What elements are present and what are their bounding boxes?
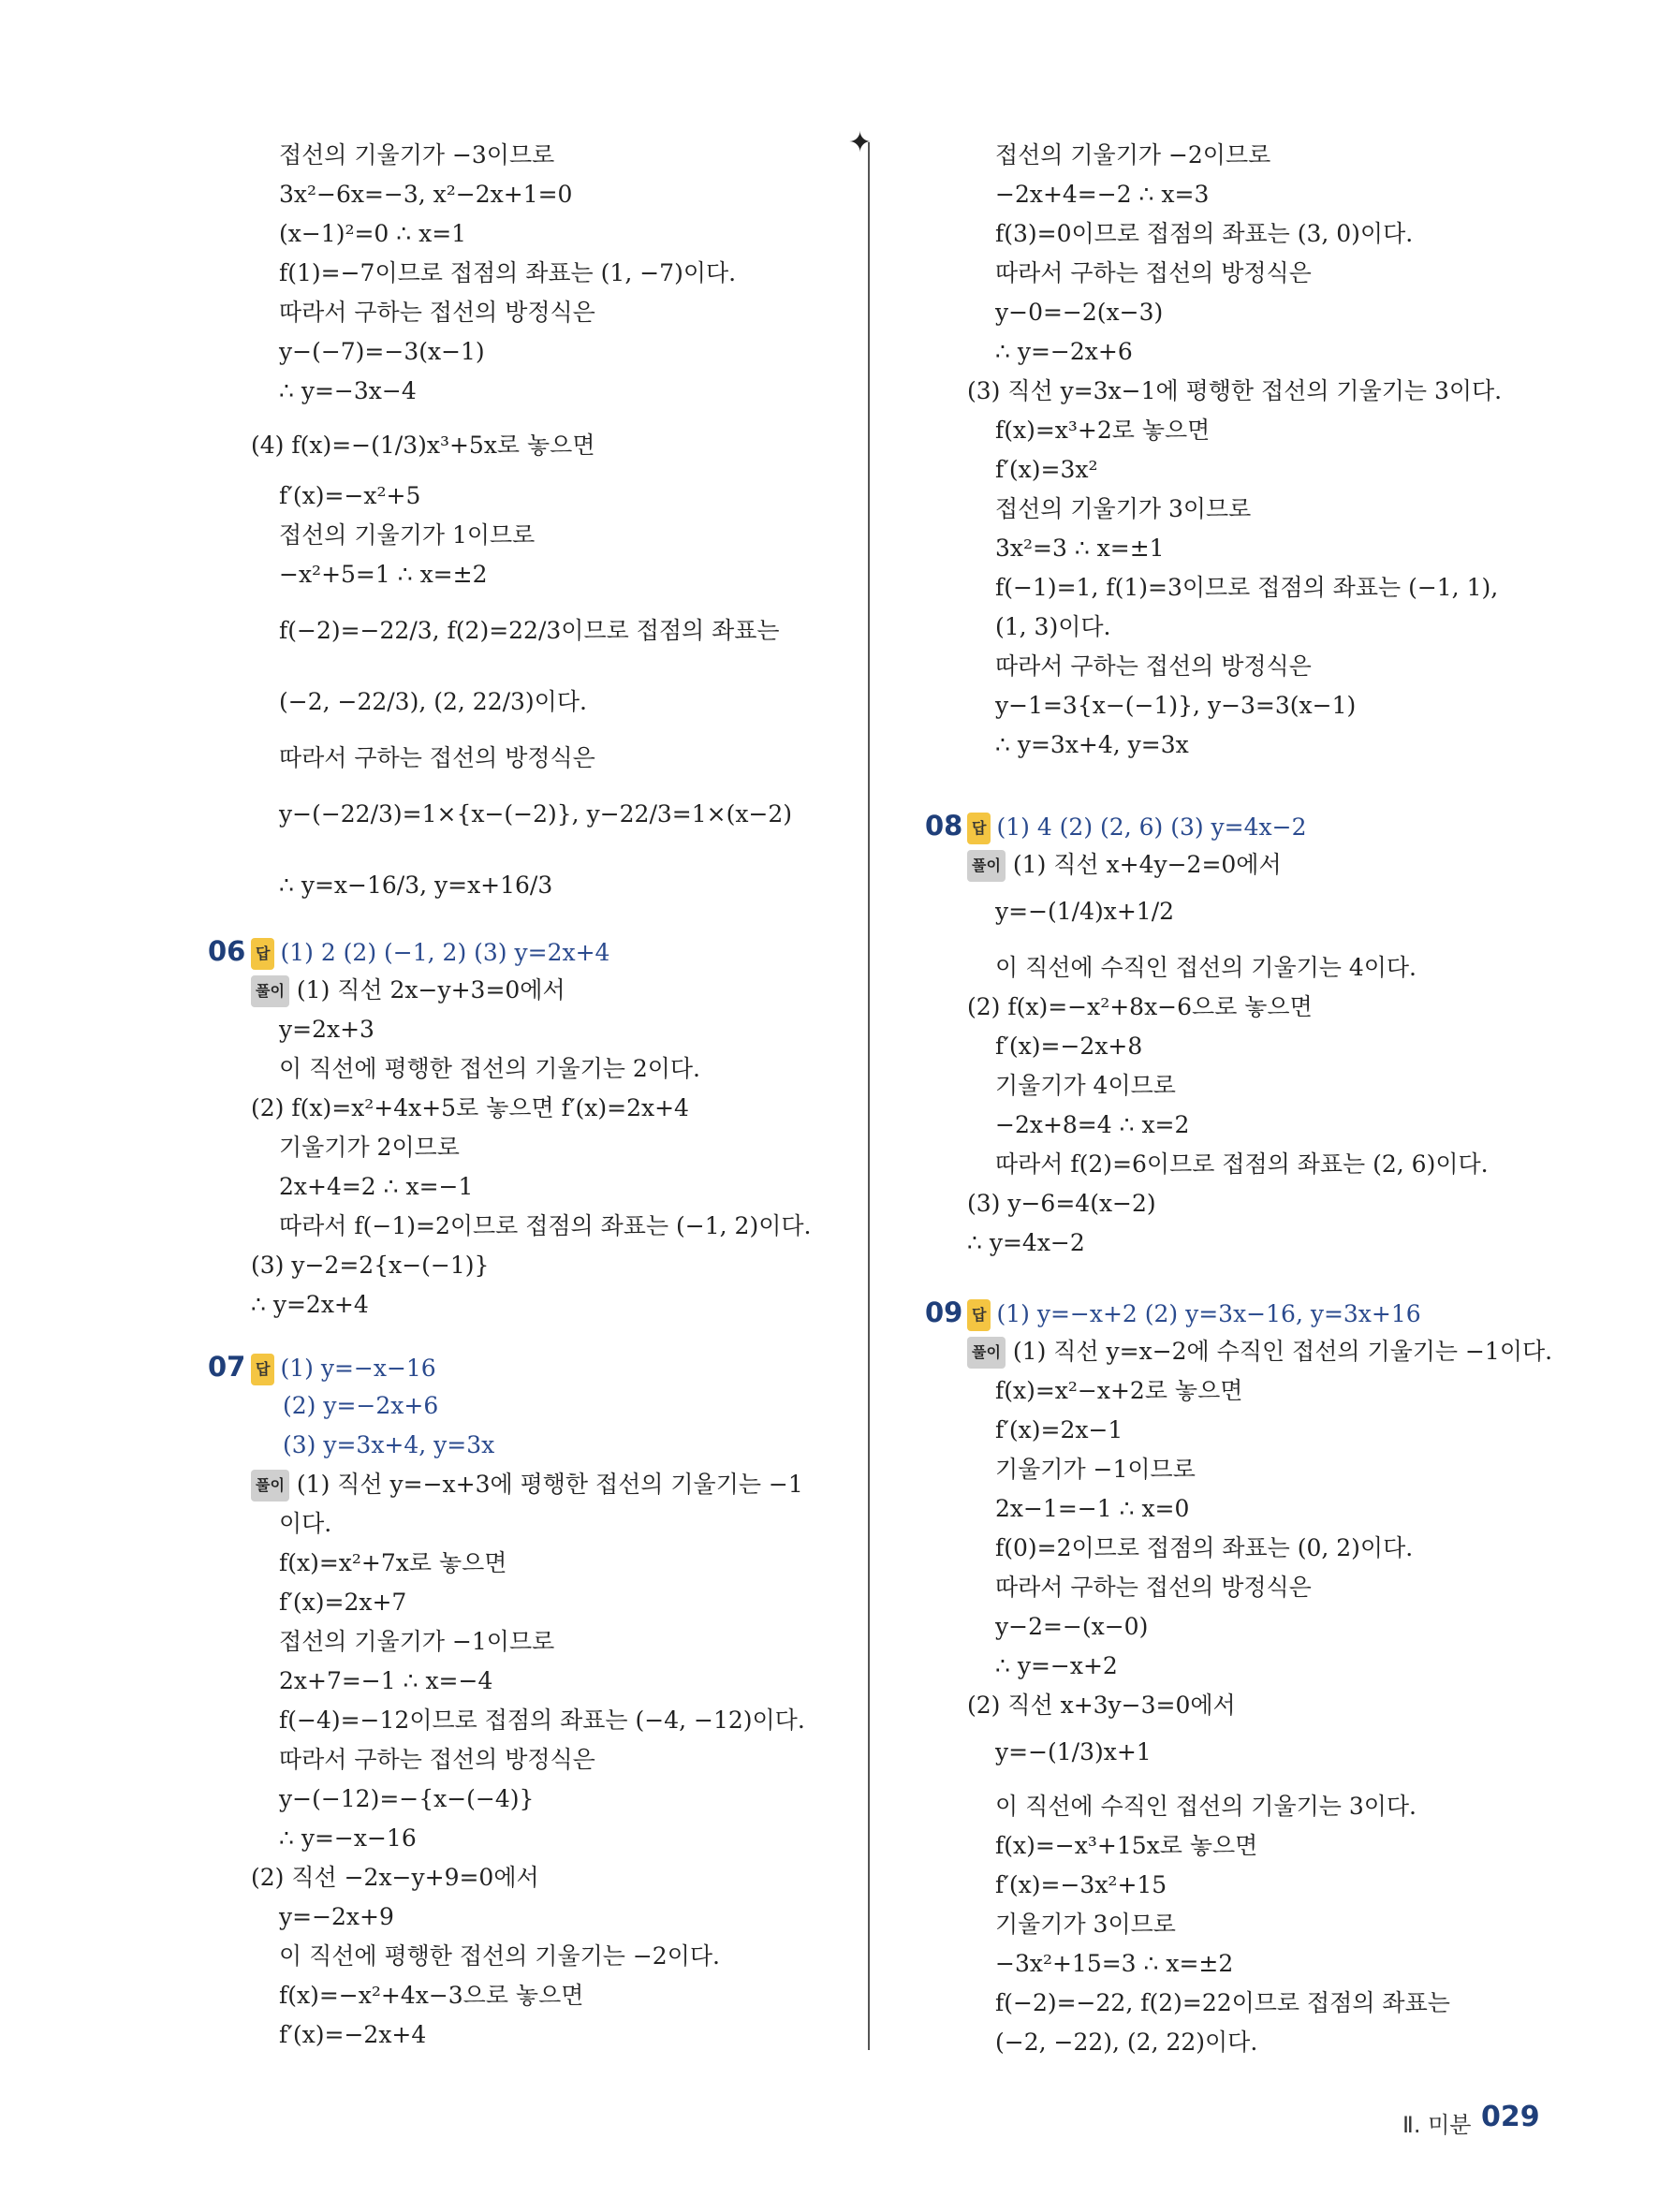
text-line: 따라서 f(−1)=2이므로 접점의 좌표는 (−1, 2)이다. bbox=[279, 1212, 812, 1239]
text-line: f(1)=−7이므로 접점의 좌표는 (1, −7)이다. bbox=[279, 259, 737, 286]
footer-section-title: Ⅱ. 미분 bbox=[1402, 2112, 1472, 2138]
text-line: y−(−7)=−3(x−1) bbox=[279, 338, 485, 365]
answer-badge: 답 bbox=[251, 938, 274, 970]
text-line: 접선의 기울기가 1이므로 bbox=[279, 521, 536, 549]
text-line: (4) f(x)=−(1/3)x³+5x로 놓으면 bbox=[251, 432, 595, 459]
solution-line bbox=[967, 1337, 1552, 1369]
text-line: 접선의 기울기가 3이므로 bbox=[995, 495, 1252, 522]
answer-line bbox=[967, 813, 1307, 844]
text-line: (3) 직선 y=3x−1에 평행한 접선의 기울기는 3이다. bbox=[967, 377, 1503, 404]
answer-badge: 답 bbox=[251, 1354, 274, 1385]
text-line: (1) 직선 y=x−2에 수직인 접선의 기울기는 −1이다. bbox=[1012, 1338, 1553, 1365]
text-line: 접선의 기울기가 −1이므로 bbox=[279, 1628, 555, 1655]
text-line: f′(x)=−x²+5 bbox=[279, 482, 421, 509]
text-line: f(−4)=−12이므로 접점의 좌표는 (−4, −12)이다. bbox=[279, 1707, 805, 1734]
text-line: 이 직선에 평행한 접선의 기울기는 −2이다. bbox=[279, 1942, 720, 1970]
text-line: (2) 직선 −2x−y+9=0에서 bbox=[251, 1864, 539, 1891]
text-line: ∴ y=2x+4 bbox=[251, 1291, 369, 1318]
text-line: 따라서 f(2)=6이므로 접점의 좌표는 (2, 6)이다. bbox=[995, 1150, 1489, 1178]
text-line: 3x²=3 ∴ x=±1 bbox=[995, 535, 1165, 562]
text-line: 따라서 구하는 접선의 방정식은 bbox=[279, 1746, 595, 1773]
text-line: 접선의 기울기가 −2이므로 bbox=[995, 141, 1271, 168]
text-line: −3x²+15=3 ∴ x=±2 bbox=[995, 1950, 1234, 1977]
answer-line bbox=[967, 1299, 1421, 1331]
text-line: y=−(1/4)x+1/2 bbox=[995, 898, 1175, 925]
answer-text: (2) y=−2x+6 bbox=[283, 1392, 439, 1419]
divider-ornament-icon: ✦ bbox=[848, 126, 873, 159]
text-line: ∴ y=3x+4, y=3x bbox=[995, 731, 1189, 758]
answer-line bbox=[251, 938, 609, 970]
answer-text: (1) 2 (2) (−1, 2) (3) y=2x+4 bbox=[280, 939, 610, 966]
answer-text: (1) 4 (2) (2, 6) (3) y=4x−2 bbox=[996, 813, 1307, 841]
text-line: f(x)=−x³+15x로 놓으면 bbox=[995, 1832, 1258, 1859]
answer-line bbox=[251, 1354, 436, 1385]
text-line: −x²+5=1 ∴ x=±2 bbox=[279, 561, 488, 588]
question-number: 08 bbox=[925, 810, 963, 842]
question-number: 07 bbox=[208, 1351, 246, 1383]
text-line: y=−2x+9 bbox=[279, 1903, 394, 1930]
text-line: f′(x)=3x² bbox=[995, 456, 1098, 483]
text-line: −2x+8=4 ∴ x=2 bbox=[995, 1111, 1190, 1138]
text-line: f(x)=x³+2로 놓으면 bbox=[995, 417, 1211, 444]
answer-badge: 답 bbox=[967, 813, 991, 844]
text-line: (3) y−6=4(x−2) bbox=[967, 1190, 1156, 1217]
text-line: f(3)=0이므로 접점의 좌표는 (3, 0)이다. bbox=[995, 220, 1414, 247]
text-line: (2) 직선 x+3y−3=0에서 bbox=[967, 1692, 1236, 1719]
text-line: (1, 3)이다. bbox=[995, 613, 1111, 640]
text-line: (1) 직선 2x−y+3=0에서 bbox=[296, 976, 565, 1003]
text-line: 2x−1=−1 ∴ x=0 bbox=[995, 1495, 1190, 1522]
text-line: ∴ y=−2x+6 bbox=[995, 338, 1133, 365]
text-line: ∴ y=−x−16 bbox=[279, 1824, 417, 1852]
text-line: 기울기가 3이므로 bbox=[995, 1911, 1176, 1938]
answer-badge: 답 bbox=[967, 1299, 991, 1331]
text-line: y−(−12)=−{x−(−4)} bbox=[279, 1785, 535, 1812]
text-line: 3x²−6x=−3, x²−2x+1=0 bbox=[279, 181, 573, 208]
answer-text: (3) y=3x+4, y=3x bbox=[283, 1431, 495, 1458]
text-line: (x−1)²=0 ∴ x=1 bbox=[279, 220, 467, 247]
text-line: y−2=−(x−0) bbox=[995, 1613, 1149, 1640]
text-line: f′(x)=−2x+8 bbox=[995, 1033, 1143, 1060]
text-line: y−1=3{x−(−1)}, y−3=3(x−1) bbox=[995, 692, 1357, 719]
text-line: 기울기가 2이므로 bbox=[279, 1134, 460, 1161]
text-line: ∴ y=4x−2 bbox=[967, 1229, 1085, 1256]
text-line: (3) y−2=2{x−(−1)} bbox=[251, 1252, 490, 1279]
text-line: 따라서 구하는 접선의 방정식은 bbox=[995, 1574, 1312, 1601]
text-line: (2) f(x)=x²+4x+5로 놓으면 f′(x)=2x+4 bbox=[251, 1094, 689, 1121]
column-divider bbox=[868, 142, 870, 2050]
text-line: (2) f(x)=−x²+8x−6으로 놓으면 bbox=[967, 993, 1313, 1020]
text-line: −2x+4=−2 ∴ x=3 bbox=[995, 181, 1210, 208]
text-line: 따라서 구하는 접선의 방정식은 bbox=[279, 299, 595, 326]
text-line: 따라서 구하는 접선의 방정식은 bbox=[995, 652, 1312, 680]
solution-badge: 풀이 bbox=[967, 850, 1006, 882]
text-line: (1) 직선 x+4y−2=0에서 bbox=[1012, 851, 1282, 878]
text-line: ∴ y=x−16/3, y=x+16/3 bbox=[279, 872, 553, 899]
solution-badge: 풀이 bbox=[251, 975, 289, 1007]
text-line: 접선의 기울기가 −3이므로 bbox=[279, 141, 555, 168]
answer-text: (1) y=−x−16 bbox=[280, 1355, 436, 1382]
text-line: f(−2)=−22/3, f(2)=22/3이므로 접점의 좌표는 bbox=[279, 617, 780, 644]
text-line: (−2, −22), (2, 22)이다. bbox=[995, 2029, 1258, 2056]
text-line: 이 직선에 평행한 접선의 기울기는 2이다. bbox=[279, 1055, 700, 1082]
solution-line bbox=[251, 1470, 803, 1502]
page-number: 029 bbox=[1481, 2101, 1540, 2133]
text-line: (−2, −22/3), (2, 22/3)이다. bbox=[279, 688, 587, 715]
text-line: f(−1)=1, f(1)=3이므로 접점의 좌표는 (−1, 1), bbox=[995, 574, 1499, 601]
text-line: f(x)=x²−x+2로 놓으면 bbox=[995, 1377, 1243, 1404]
text-line: 이다. bbox=[279, 1510, 332, 1537]
text-line: y=2x+3 bbox=[279, 1016, 374, 1043]
text-line: f(x)=−x²+4x−3으로 놓으면 bbox=[279, 1982, 584, 2009]
text-line: 기울기가 4이므로 bbox=[995, 1072, 1176, 1099]
text-line: f(x)=x²+7x로 놓으면 bbox=[279, 1549, 507, 1576]
text-line: f′(x)=2x+7 bbox=[279, 1589, 407, 1616]
text-line: y−0=−2(x−3) bbox=[995, 299, 1164, 326]
solution-line bbox=[251, 975, 565, 1007]
text-line: 2x+7=−1 ∴ x=−4 bbox=[279, 1667, 493, 1694]
question-number: 06 bbox=[208, 935, 246, 967]
text-line: 이 직선에 수직인 접선의 기울기는 4이다. bbox=[995, 954, 1417, 981]
text-line: f(0)=2이므로 접점의 좌표는 (0, 2)이다. bbox=[995, 1534, 1414, 1561]
text-line: (1) 직선 y=−x+3에 평행한 접선의 기울기는 −1 bbox=[296, 1471, 803, 1498]
text-line: 2x+4=2 ∴ x=−1 bbox=[279, 1173, 474, 1200]
text-line: 따라서 구하는 접선의 방정식은 bbox=[995, 259, 1312, 286]
solution-badge: 풀이 bbox=[251, 1470, 289, 1502]
text-line: f′(x)=−3x²+15 bbox=[995, 1871, 1167, 1898]
text-line: y=−(1/3)x+1 bbox=[995, 1738, 1152, 1765]
text-line: y−(−22/3)=1×{x−(−2)}, y−22/3=1×(x−2) bbox=[279, 800, 793, 828]
text-line: 따라서 구하는 접선의 방정식은 bbox=[279, 744, 595, 771]
solution-line bbox=[967, 850, 1282, 882]
text-line: ∴ y=−x+2 bbox=[995, 1652, 1118, 1679]
text-line: f(−2)=−22, f(2)=22이므로 접점의 좌표는 bbox=[995, 1989, 1450, 2016]
solution-badge: 풀이 bbox=[967, 1337, 1006, 1369]
text-line: 기울기가 −1이므로 bbox=[995, 1456, 1196, 1483]
text-line: 이 직선에 수직인 접선의 기울기는 3이다. bbox=[995, 1793, 1417, 1820]
text-line: ∴ y=−3x−4 bbox=[279, 377, 417, 404]
text-line: f′(x)=−2x+4 bbox=[279, 2021, 427, 2048]
answer-text: (1) y=−x+2 (2) y=3x−16, y=3x+16 bbox=[996, 1300, 1421, 1327]
question-number: 09 bbox=[925, 1296, 963, 1328]
text-line: f′(x)=2x−1 bbox=[995, 1416, 1123, 1443]
